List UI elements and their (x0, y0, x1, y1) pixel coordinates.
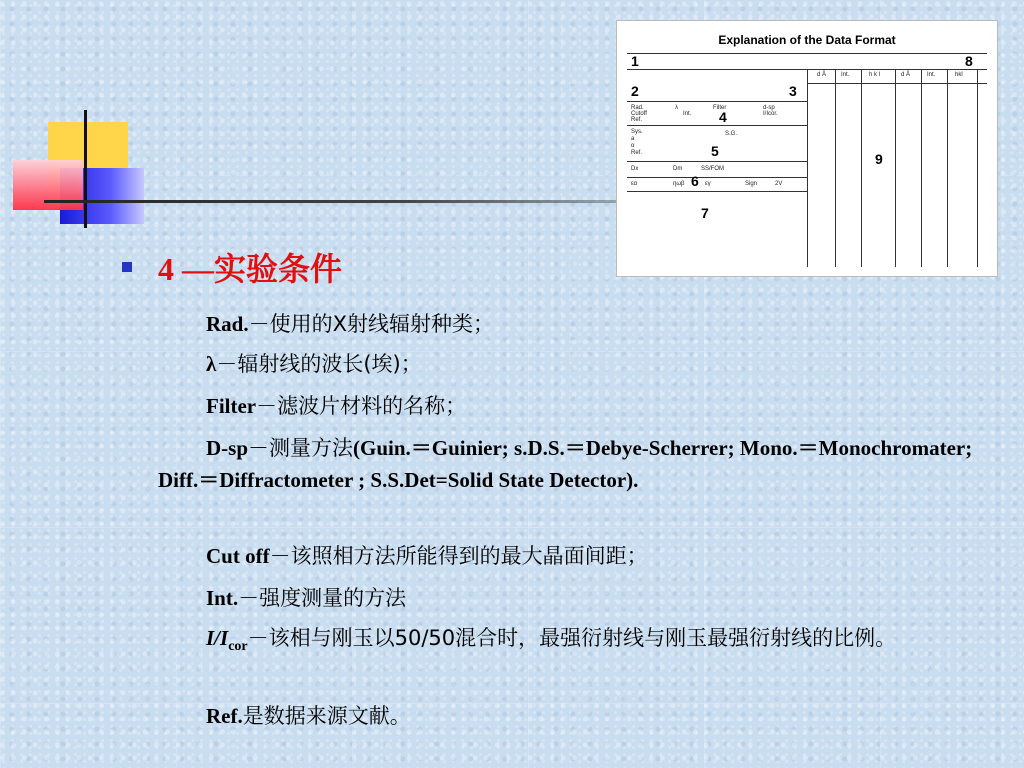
desc-lambda: －辐射线的波长(埃)； (216, 352, 422, 376)
decor-vertical-line (84, 110, 87, 228)
figure-rule (627, 161, 807, 162)
figure-col-header: hkl (955, 72, 963, 78)
term-cutoff: Cut off (206, 544, 270, 568)
term-int: Int. (206, 586, 239, 610)
desc-cutoff: －该照相方法所能得到的最大晶面间距； (269, 544, 648, 568)
line-filter (158, 390, 978, 422)
line-dsp (158, 432, 978, 496)
figure-marker-8: 8 (965, 53, 973, 69)
figure-row6b-ey: εγ (705, 181, 711, 187)
desc-ref: 是数据来源文献。 (242, 704, 411, 728)
term-ref: Ref. (206, 704, 243, 728)
figure-row4-lambda: λ (675, 105, 678, 111)
desc-rad: －使用的X射线辐射种类； (248, 312, 494, 336)
line-lambda (158, 348, 978, 380)
term-lambda: λ (206, 352, 217, 376)
term-icor: I/I (206, 626, 229, 650)
line-ref (158, 700, 978, 732)
figure-row4-filter: Filter (713, 105, 727, 111)
figure-marker-1: 1 (631, 53, 639, 69)
figure-row6-dm: Dm (673, 166, 683, 172)
decor-horizontal-line (44, 200, 644, 203)
desc-dsp-cjk: －测量方法 (248, 436, 354, 460)
line-cutoff (158, 540, 978, 572)
figure-marker-6: 6 (691, 173, 699, 189)
figure-col-header: d Å (901, 72, 911, 78)
figure-marker-4: 4 (719, 109, 727, 125)
figure-rule (627, 191, 807, 192)
figure-title: Explanation of the Data Format (718, 33, 896, 47)
data-format-figure (616, 20, 998, 277)
desc-filter: －滤波片材料的名称； (256, 394, 467, 418)
heading-dash: — (182, 251, 214, 287)
line-int (158, 582, 978, 614)
heading-text: 实验条件 (214, 250, 343, 288)
figure-col-header: Int. (927, 72, 936, 78)
figure-rule (921, 69, 922, 267)
figure-marker-7: 7 (701, 205, 709, 221)
figure-marker-3: 3 (789, 83, 797, 99)
figure-marker-9: 9 (875, 151, 883, 167)
figure-row6b-2v: 2V (775, 181, 783, 187)
figure-rule (627, 53, 987, 54)
figure-rule (627, 177, 807, 178)
figure-col-header: Int. (841, 72, 850, 78)
line-rad (158, 308, 978, 340)
figure-marker-5: 5 (711, 143, 719, 159)
desc-dsp-methods: (Guin.＝Guinier; s.D.S.＝Debye-Scherrer; Mono.＝Monochromater; Diff.＝Diffractometer ; S.S.Det=Solid State Detector). (158, 436, 973, 492)
figure-rule (977, 69, 978, 267)
figure-rule (627, 125, 807, 126)
figure-row6b-nwb: ηωβ (673, 181, 685, 187)
desc-int: －强度测量的方法 (238, 586, 407, 610)
figure-col-header: d Å (817, 72, 827, 78)
heading-number: 4 (158, 251, 174, 287)
figure-row5-sg: S.G. (725, 131, 738, 137)
figure-row4-dsp: d-sp I/Icor. (763, 105, 778, 117)
figure-row6b-sign: Sign (745, 181, 758, 187)
figure-rule (895, 69, 896, 267)
figure-row4-int: Int. (683, 111, 692, 117)
figure-rule (947, 69, 948, 267)
figure-row4-labels: Rad. Cutoff Ref. (631, 105, 647, 123)
figure-row6-ss: SS/FOM (701, 166, 725, 172)
figure-rule (807, 83, 987, 84)
section-heading (158, 244, 342, 290)
term-dsp: D-sp (206, 436, 249, 460)
figure-marker-2: 2 (631, 83, 639, 99)
figure-col-header: h k l (869, 72, 881, 78)
figure-row6-dx: Dx (631, 166, 639, 172)
line-icor (158, 622, 978, 663)
figure-rule (835, 69, 836, 267)
desc-icor: －该相与刚玉以50/50混合时，最强衍射线与刚玉最强衍射线的比例。 (247, 626, 897, 650)
figure-row6b-ea: εα (631, 181, 638, 187)
figure-rule (807, 69, 808, 267)
term-filter: Filter (206, 394, 257, 418)
figure-rule (627, 101, 807, 102)
figure-rule (861, 69, 862, 267)
term-rad: Rad. (206, 312, 249, 336)
bullet-square (122, 262, 132, 272)
figure-row5-labels: Sys. a α Ref. (631, 129, 643, 156)
term-icor-sub: cor (228, 639, 248, 655)
